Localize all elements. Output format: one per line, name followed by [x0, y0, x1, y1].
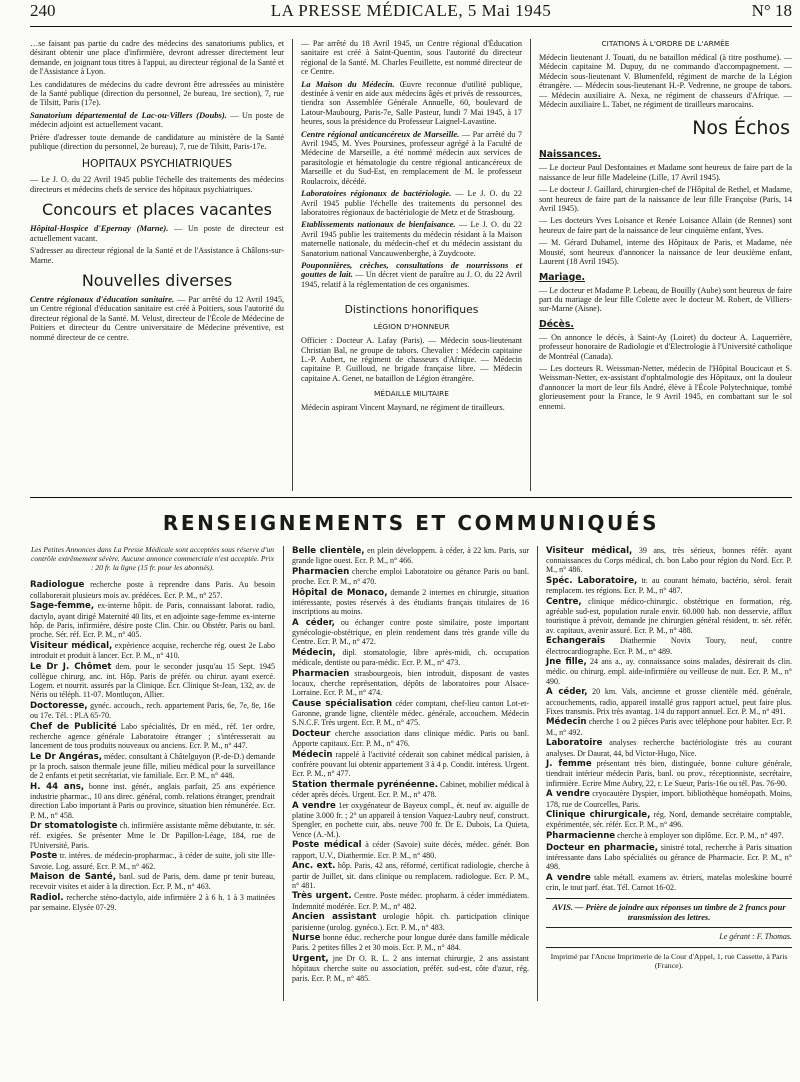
ad-text: cherche association dans clinique médic. Paris ou banl. Apporte capitaux. Ecr. P. M., n° 476.	[292, 729, 530, 749]
classified-column-1	[30, 546, 283, 1001]
item-text: — Un poste de médecin adjoint est actuellement vacant.	[30, 110, 284, 130]
ad-keyword: Poste médical	[292, 840, 362, 851]
news-column-1	[30, 39, 292, 491]
paragraph: — M. Gérard Duhamel, interne des Hôpitaux de Paris, et Madame, née Mousté, sont heureux d'annoncer la naissance de leur deuxième enfant, Laurent (18 Avril 1945).	[539, 238, 792, 267]
classified-ad	[292, 567, 529, 586]
classified-ad	[30, 872, 275, 891]
ad-text: cryocautère Dyspier, import. bibliothèque homéopath. Moins, 178, rue de Courcelles, Paris.	[546, 789, 792, 809]
classified-ad	[30, 662, 275, 700]
paragraph: — Le docteur J. Gaillard, chirurgien-chef de l'Hôpital de Rethel, et Madame, sont heureux de faire part de la naissance de leur fille Françoise (Paris, 14 Avril 1945).	[539, 185, 792, 214]
item-text: — Par arrêté du 12 Avril 1945, un Centre régional d'éducation sanitaire est créé à Poitiers, sous l'autorité du directeur régional de la Santé. M. Velust, directeur de l'École de Médecine de Poitiers et directeur du Centre universitaire de Médecine préventive, est nommé directeur de ce centre.	[30, 294, 285, 342]
classified-ad	[30, 701, 275, 720]
ad-keyword: Station thermale pyrénéenne.	[292, 780, 438, 791]
item-title: Etablissements nationaux de bienfaisance.	[301, 219, 456, 230]
page-header	[30, 0, 792, 27]
classified-ad	[292, 861, 529, 890]
ad-text: recherche sténo-dactylo, aide infirmière 2 à 6 h. 1 à 3 matinées par semaine. Elysée 07-29.	[30, 893, 276, 913]
ad-text: dipl. stomatologie, libre après-midi, ch. occupation médicale, dentiste ou para-médic. Ecr. P. M., n° 473.	[292, 648, 530, 668]
ad-keyword: A céder,	[292, 617, 335, 628]
ad-keyword: Poste	[30, 851, 58, 862]
ad-text: Centre. Poste médec. propharm. à céder immédiatem. Indemnité modérée. Ecr. P. M., n° 482.	[292, 891, 530, 911]
paragraph: S'adresser au directeur régional de la Santé et de l'Assistance à Châlons-sur-Marne.	[30, 246, 284, 265]
paragraph	[30, 224, 284, 243]
paragraph	[301, 261, 522, 289]
ad-text: strasbourgeois, bien introduit, disposant de vastes locaux, cherche représentation, dépôts de laboratoires pour Alsace-Lorraine. Ecr. P. M., n° 474.	[292, 668, 529, 698]
item-text: — Par arrêté du 7 Avril 1945, M. Yves Poursines, professeur agrégé à la Faculté de Médecine de Marseille, a été nommé médecin aux services de parasitologie et hématologie du centre régional anticancéreux de Marseille et du Sud-Est, en remplacement de M. le professeur Roulacroix, décédé.	[301, 129, 523, 186]
ad-keyword: Centre,	[546, 597, 582, 608]
subheading-deces: Décès.	[539, 318, 574, 330]
ad-text: tr. au courant hémato, bactério, sérol. ferait remplacem. tes régions. Ecr. P. M., n° 487.	[546, 576, 792, 596]
ad-keyword: Sage-femme,	[30, 601, 95, 612]
ad-text: 20 km. Vals, ancienne et grosse clientèle méd. générale, accouchements, radio, appareil installé gros rapport actuel, peut faire plus. Fixes transmis. Prix très avantag. 1/4 du rapport annuel. Ecr. P. M., n° 491.	[546, 687, 792, 716]
classified-ad	[292, 840, 529, 859]
journal-title: LA PRESSE MÉDICALE, 5 Mai 1945	[270, 1, 552, 20]
classified-ad	[546, 576, 792, 595]
ad-keyword: Echangerais	[546, 636, 606, 647]
ad-text: 24 ans a., ay. connaissance soins malades, désirerait ds clin. médic. ou chirurg. empl. aide-infirmière ou veilleuse de nuit. Ecr. P. M., n° 490.	[546, 657, 792, 686]
ad-text: gynéc. accouch., rech. appartement Paris, 6e, 7e, 8e, 16e ou 17e. Tél. : Pl.A 65-70.	[30, 700, 275, 721]
classified-column-3	[537, 546, 792, 1001]
ad-keyword: Le Dr J. Chômet	[30, 661, 112, 672]
ad-text: cherche à employer son diplôme. Ecr. P. M., n° 497.	[617, 831, 784, 841]
ad-text: à céder (Savoie) suite décès, médec. génér. Bon rapport, U.V., Diathermie. Ecr. P. M., n° 480.	[292, 840, 530, 860]
paragraph: — Les docteurs R. Weissman-Netter, médecin de l'Hôpital Boucicaut et S. Weissman-Netter, ex-assistant d'ophtalmologie des Hôpitaux, ont la douleur d'annoncer la mort de leur fils André, élève à l'École Polytechnique, tombé glorieusement pour la France, le 9 Avril 1945, en combattant sur le sol ennemi.	[539, 363, 792, 411]
renseignements-heading: RENSEIGNEMENTS ET COMMUNIQUÉS	[162, 511, 660, 535]
ad-text: cherche 1 ou 2 pièces Paris avec téléphone pour habiter. Ecr. P. M., n° 492.	[546, 717, 792, 737]
ad-keyword: Pharmacienne	[546, 831, 616, 842]
ad-text: bonne éduc. recherche pour longue durée dans famille médicale Paris. 2 petites filles 2 et 30 mois. Ecr. P. M., n° 484.	[292, 933, 529, 953]
ad-keyword: Docteur en pharmacie,	[546, 842, 659, 853]
ad-text: rappelé à l'activité céderait son cabinet médical parisien, à confrère pouvant lui obtenir appartement 3 à 4 p. Condit. intéress. Urgent. Ecr. P. M., n° 477.	[292, 750, 530, 779]
section-divider	[30, 497, 792, 498]
ad-text: Cabinet, mobilier médical à céder après décès. Urgent. Ecr. P. M., n° 478.	[292, 780, 530, 800]
ad-text: 39 ans, très sérieux, bonnes référ. ayant connaissances du Corps médical, ch. bon Labo pour région du Nord. Ecr. P. M., n° 486.	[546, 546, 792, 575]
classified-ad	[30, 782, 275, 820]
ad-text: en plein développem. à céder, à 22 km. Paris, sur grande ligne ouest. Ecr. P. M., n° 466.	[292, 546, 530, 566]
classified-ad	[30, 722, 275, 751]
classified-ad	[30, 893, 275, 912]
ad-keyword: H. 44 ans,	[30, 781, 85, 792]
ad-text: présentant très bien, distinguée, bonne culture générale, tiendrait intérieur médecin Paris, banl. ou prov., réceptionniste, secrétaire, infirmière. Ecrire Mme Aubry, 22, r. Le Sueur, Paris-16e ou tél. Pas. 76-90.	[546, 759, 792, 788]
classified-ad	[546, 843, 792, 872]
ad-keyword: Anc. ext.	[292, 861, 336, 872]
ad-keyword: Spéc. Laboratoire,	[546, 576, 638, 587]
paragraph: Officier : Docteur A. Lafay (Paris). — Médecin sous-lieutenant Christian Bal, ne groupe de tabors. Chevalier : Médecin capitaine L.-P. Aubert, ne régiment de chasseurs d'Afrique. — Médecin capitaine P. Guilloud, ne brigade française libre. — Médecin capitaine A. Genet, ne bataillon de Légion étrangère.	[301, 336, 522, 383]
ad-keyword: Chef de Publicité	[30, 721, 117, 732]
item-title: La Maison du Médecin.	[301, 78, 395, 89]
classified-ad	[292, 699, 529, 728]
ad-keyword: Radiologue	[30, 580, 85, 591]
ad-text: sinistré total, recherche à Paris situation intéressante dans Labo spécialités ou gérance de Pharmacie. Ecr. P. M., n° 498.	[546, 842, 792, 872]
paragraph: — Le docteur Paul Desfontaines et Madame sont heureux de faire part de la naissance de leur fille Madeleine (Lille, 17 Avril 1945).	[539, 163, 792, 182]
paragraph	[30, 295, 284, 342]
ad-keyword: Doctoresse,	[30, 700, 88, 711]
paragraph: — Les docteurs Yves Loisance et Renée Loisance Allain (de Rennes) sont heureux de faire part de la naissance de leur cinquième enfant, Yves.	[539, 216, 792, 235]
classified-ad	[292, 780, 529, 799]
item-title: Centre régionaux d'éducation sanitaire.	[30, 293, 175, 304]
classified-ad	[292, 933, 529, 952]
news-section	[30, 39, 792, 491]
ad-keyword: Belle clientèle,	[292, 546, 365, 556]
ad-text: dem. pour le seconder jusqu'au 15 Sept. 1945 collègue chirurg. anc. int. Hôp. Paris de préfér. ou chirur. ayant exercé. Logem. et nourrit. assurés par la Clinique. Écr. Clinique St-Jean, 132, av. de Néris ou téléph. 11-07. Montluçon, Allier.	[30, 661, 275, 700]
ad-text: tr. intéres. de médecin-propharmac., à céder de suite, joli site Ille-Savoie. Log. assuré. Ecr. P. M., n° 462.	[30, 851, 275, 871]
ad-keyword: Pharmacien	[292, 668, 350, 679]
ad-keyword: A vendre	[292, 801, 336, 812]
ad-text: médec. consultant à Châtelguyon (P.-de-D.) demande pr la proch. saison thermale jeune fille, milieu médical pour la surveillance de 2 enfants et petit secrétariat, vie familiale. Ecr. P. M., n° 448.	[30, 751, 276, 781]
ad-text: céder comptant, chef-lieu canton Lot-et-Garonne, grande ligne, clientèle médec. générale, accouchem. Médecin S.N.C.F. Très urgent. Ecr. P. M., n° 475.	[292, 699, 530, 728]
item-text: — Un décret vient de paraître au J. O. du 22 Avril 1945, relatif à la réglementation de ces organismes.	[301, 270, 522, 289]
paragraph: — Le docteur et Madame P. Lebeau, de Bouilly (Aube) sont heureux de faire part du mariage de leur fille Colette avec le docteur M. Robert, de Villiers-sur-Marne (Aisne).	[539, 285, 792, 314]
section-heading-nos-echos: Nos Échos	[692, 117, 790, 140]
paragraph: …se faisant pas partie du cadre des médecins des sanatoriums publics, et désirant obtenir une place d'infirmière, devront adresser directement leur demande, en joignant tous titres à l'appui, au directeur régional de la Santé et de l'Assistance à Lyon.	[30, 39, 284, 77]
classified-ad	[292, 912, 529, 931]
classified-ad	[30, 821, 275, 850]
ad-text: table métall. examens av. étriers, matelas moleskine bourré crin, le tout parf. état. Tél. Carnot 16-02.	[546, 873, 792, 893]
ad-text: analyses recherche bactériologiste très au courant analyses. Dr Daurat, 44, bd Victor-Hugo, Nice.	[546, 738, 792, 758]
gerant-line: Le gérant : F. Thomas.	[719, 931, 792, 941]
classified-ad	[30, 546, 275, 572]
classified-ad	[30, 851, 275, 870]
section-heading-distinctions: Distinctions honorifiques	[344, 303, 479, 317]
classified-ad	[30, 601, 275, 639]
classified-ad	[292, 618, 529, 647]
classified-ad	[292, 954, 529, 983]
ad-keyword: Médecin	[292, 750, 333, 761]
avis-notice: AVIS. — Prière de joindre aux réponses un timbre de 2 francs pour transmission des lettres.	[546, 898, 792, 927]
ad-keyword: Hôpital de Monaco,	[292, 587, 388, 598]
item-text: Œuvre reconnue d'utilité publique, destinée à venir en aide aux médecins âgés et privés de ressources, tiendra son Assemblée Générale Annuelle, 60, boulevard de Latour-Maubourg, Paris-7e, Salle Pasteur, lundi 7 Mai 1945, à 17 heures, sous la présidence du Professeur Laignel-Lavastine.	[301, 79, 523, 127]
classified-ad	[546, 687, 792, 716]
ad-text: cherche emploi Laboratoire ou gérance Paris ou banl. proche. Ecr. P. M., n° 470.	[292, 566, 529, 587]
subheading-citations: CITATIONS À L'ORDRE DE L'ARMÉE	[601, 39, 730, 48]
classified-ad	[546, 873, 792, 892]
item-title: Centre régional anticancéreux de Marseille.	[301, 128, 460, 139]
paragraph: Médecin lieutenant J. Touati, du ne bataillon médical (à titre posthume). — Médecin capitaine M. Dupuy, du ne commando d'accompagnement. — Médecin sous-lieutenant V. Blumenfeld, régiment de marche de la Légion étrangère. — Médecin sous-lieutenant H.-P. Vedrenne, ne groupe de tabors. — Médecin auxiliaire A. Nexa, ne régiment de chasseurs d'Afrique. — Médecin auxiliaire L. Tabet, ne régiment de tirailleurs marocains.	[539, 53, 792, 110]
ad-text: recherche poste à reprendre dans Paris. Au besoin collaborerait plusieurs mois av. prédéces. Ecr. P. M., n° 257.	[30, 580, 275, 600]
ad-keyword: Visiteur médical,	[546, 546, 633, 556]
classified-ad	[292, 669, 529, 698]
ad-keyword: A vendre	[546, 873, 591, 883]
ad-keyword: Médecin	[546, 717, 587, 728]
classified-ad	[546, 738, 792, 757]
item-title: Laboratoires régionaux de bactériologie.	[301, 188, 452, 199]
ad-keyword: Visiteur médical,	[30, 640, 113, 651]
ad-keyword: Maison de Santé,	[30, 872, 117, 883]
ad-keyword: A céder,	[546, 687, 588, 698]
ad-text: banl. sud de Paris, dem. dame pr tenir bureau, recevoir visites et aider à la direction. Ecr. P. M., n° 463.	[30, 872, 276, 892]
classified-ad	[292, 801, 529, 839]
section-heading-concours: Concours et places vacantes	[42, 200, 272, 220]
item-title: Sanatorium départemental de Lac-ou-Villers (Doubs).	[30, 109, 227, 120]
classified-ad	[30, 641, 275, 660]
paragraph	[301, 189, 522, 217]
classified-ad	[292, 648, 529, 667]
subheading-medaille: MÉDAILLE MILITAIRE	[374, 389, 449, 399]
ad-text: jne Dr O. R. L. 2 ans internat chirurgie, 2 ans assistant hôpitaux cherche suite ou association, préfér. sud-est, côte d'azur, rég. paris. Ecr. P. M., n° 485.	[292, 954, 529, 983]
issue-number: N° 18	[751, 1, 792, 20]
ad-text: expérience acquise, recherche rég. ouest 2e Labo introduit et produit à lancer. Ecr. P. M., n° 410.	[30, 640, 275, 660]
classified-ad	[292, 588, 529, 617]
classified-ad	[292, 546, 529, 565]
ad-keyword: A vendre	[546, 789, 590, 800]
classified-ad	[546, 717, 792, 736]
ad-text: Les Petites Annonces dans La Presse Médicale sont acceptées sous réserve d'un contrôle extrêmement sévère. Aucune annonce commerciale n'est acceptée. Prix : 20 fr. la ligne (15 fr. pour les abonnés).	[30, 546, 275, 572]
ad-keyword: Le Dr Angéras,	[30, 751, 102, 762]
paragraph	[301, 130, 522, 186]
classified-ad	[546, 831, 792, 841]
classified-ad	[546, 810, 792, 829]
paragraph: Médecin aspirant Vincent Maynard, ne régiment de tirailleurs.	[301, 403, 505, 413]
ad-keyword: Cause spécialisation	[292, 699, 393, 710]
paragraph: — Le J. O. du 22 Avril 1945 publie l'échelle des traitements des médecins directeurs et médecins chefs de service des hôpitaux psychiatriques.	[30, 175, 284, 194]
subheading-mariage: Mariage.	[539, 271, 586, 283]
ad-text: Labo spécialités, Dr en méd., réf. 1er ordre, recherche agence générale Laboratoire étranger ; s'intéresserait au lancement de tous produits nouveaux ou anciens. Ecr. P. M., n° 447.	[30, 721, 275, 751]
ad-keyword: J. femme	[546, 759, 592, 770]
classified-ad	[292, 891, 529, 910]
paragraph	[30, 111, 284, 130]
subheading-naissances: Naissances.	[539, 149, 602, 161]
paragraph: Les candidatures de médecins du cadre devront être adressées au ministère de la Santé publique (direction du personnel, 2e bureau, 1re section), 7, rue de Tilsitt, Paris (17e).	[30, 79, 284, 108]
paragraph: Prière d'adresser toute demande de candidature au ministère de la Santé publique (direction du personnel, 2e bureau), 7, rue de Tilsitt, Paris-17e.	[30, 132, 284, 152]
item-text: — Le J. O. du 22 Avril 1945 publie les traitements du médecin résidant à la Maison maternelle nationale, du médecin-chef et du médecin assistant du Sanatorium national Vancauwenberghe, à Zuydcoote.	[301, 220, 523, 258]
section-heading-nouvelles: Nouvelles diverses	[81, 270, 233, 290]
page-number: 240	[30, 1, 56, 20]
ad-keyword: Pharmacien	[292, 566, 350, 577]
item-text: — Un poste de directeur est actuellement vacant.	[30, 224, 285, 243]
classified-ad	[546, 546, 792, 575]
ad-text: 1er oxygénateur de Bayeux compl., ét. neuf av. aiguille de platine 3.000 fr. ; 2° un appareil à tension Vaquez-Laubry neuf, construct. Spengler, en pochette cuir, abs. neuve 700 fr. Dr E. Dubois, La Quieta, Vence (A.-M.).	[292, 801, 529, 839]
ad-keyword: Dr stomatologiste	[30, 821, 118, 832]
ad-text: Diathermie Novix Toury, neuf, contre électrocardiographe. Ecr. P. M., n° 489.	[546, 636, 792, 656]
ad-keyword: Médecin,	[292, 648, 336, 659]
paragraph	[301, 80, 522, 127]
classified-ad	[546, 636, 792, 655]
paragraph	[301, 220, 522, 258]
classified-ad	[546, 789, 792, 808]
classified-column-2	[283, 546, 537, 1001]
ad-text: rég. Nord, demande secrétaire comptable, expérimentée, sér. référ. Ecr. P. M., n° 496.	[546, 810, 792, 830]
ad-text: urologie hôpit. ch. participation clinique parisienne (urolog. gynéco.). Ecr. P. M., n° 483.	[292, 912, 529, 932]
classified-ad	[546, 657, 792, 686]
ad-keyword: Ancien assistant	[292, 912, 377, 923]
ad-keyword: Radiol.	[30, 893, 64, 904]
ad-text: ou échanger contre poste similaire, poste important gynécologie-obstétrique, en plein rendement dans très grande ville du Centre. Ecr. P. M., n° 472.	[292, 617, 529, 647]
classified-ad	[30, 752, 275, 781]
paragraph: — Par arrêté du 18 Avril 1945, un Centre régional d'Éducation sanitaire est créé à Saint-Quentin, sous l'autorité du directeur régional de la Santé. M. Charles Feuillette, est nommé directeur de ce Centre.	[301, 39, 522, 77]
classified-ad	[546, 597, 792, 635]
news-column-2	[292, 39, 530, 491]
ad-keyword: Docteur	[292, 729, 331, 740]
item-text: — Le J. O. du 22 Avril 1945 publie l'échelle des traitements du personnel des laboratoires régionaux de bactériologie de Metz et de Strasbourg.	[301, 189, 522, 217]
classified-ad	[546, 759, 792, 788]
ad-keyword: Clinique chirurgicale,	[546, 810, 651, 821]
classified-ad	[292, 729, 529, 748]
classified-ad	[292, 750, 529, 779]
ad-keyword: Laboratoire	[546, 738, 603, 749]
ad-text: ch. infirmière assistante même débutante, tr. sér. réf. exigées. Se présenter Mme le Dr Papillon-Léage, 184, rue de l'Université, Paris.	[30, 821, 275, 850]
ad-keyword: Très urgent.	[292, 891, 352, 902]
ad-keyword: Nurse	[292, 933, 321, 944]
classified-section	[30, 546, 792, 1001]
item-title: Pouponnières, crèches, consultations de nourrissons et gouttes de lait.	[301, 259, 522, 280]
ad-text: ex-interne hôpit. de Paris, connaissant laborat. radio, dactylo, ayant dirigé Maternité 40 lits, et en adjointe sage-femme ex-interne hôp. de Paris, infirmière, désire poste Clin. Chir. ou Obstétr. Paris ou banl. proche. Sér. réf. Ecr. P. M., n° 405.	[30, 601, 275, 639]
paragraph: — On annonce le décès, à Saint-Ay (Loiret) du docteur A. Laquerrière, professeur honoraire de Radiologie et d'Electrologie à l'Université catholique de Montréal (Canada).	[539, 332, 792, 361]
printer-line: Imprimé par l'Ancne Imprimerie de la Cour d'Appel, 1, rue Cassette, à Paris (France).	[546, 947, 792, 970]
subheading-legion: LÉGION D'HONNEUR	[373, 322, 450, 332]
ad-text: clinique médico-chirurgic. obstétrique en formation, rég. agréable sud-est, population rurale envir. 60.000 hab. non desservie, afflux touristique à prévoir, demande jne chirurgien général résident, tr. sér. référ. av. capitaux, avenir assuré. Ecr. P. M., n° 488.	[546, 597, 792, 635]
classified-list	[546, 546, 792, 892]
news-column-3	[530, 39, 792, 491]
ad-text: demande 2 internes en chirurgie, situation intéressante, postes réservés à des étudiants français titulaires de 16 inscriptions au moins.	[292, 587, 530, 617]
ad-keyword: Urgent,	[292, 954, 329, 965]
section-heading-hopitaux: HOPITAUX PSYCHIATRIQUES	[81, 157, 233, 171]
item-title: Hôpital-Hospice d'Epernay (Marne).	[30, 223, 169, 234]
classified-ad	[30, 580, 275, 599]
ad-text: bonne inst. génér., anglais parfait, 25 ans expérience industrie pharmac., 10 ans direc. général, comb. relations étranger, prendrait direction Labo important à Paris ou province, situation bien rémunérée. Ecr. P. M., n° 458.	[30, 781, 275, 820]
ad-keyword: Jne fille,	[546, 657, 587, 668]
ad-text: hôp. Paris, 42 ans, réformé, certificat radiologie, cherche à partir de Juillet, sit. dans clinique ou remplacem. radiologue. Ecr. P. M., n° 481.	[292, 861, 530, 890]
